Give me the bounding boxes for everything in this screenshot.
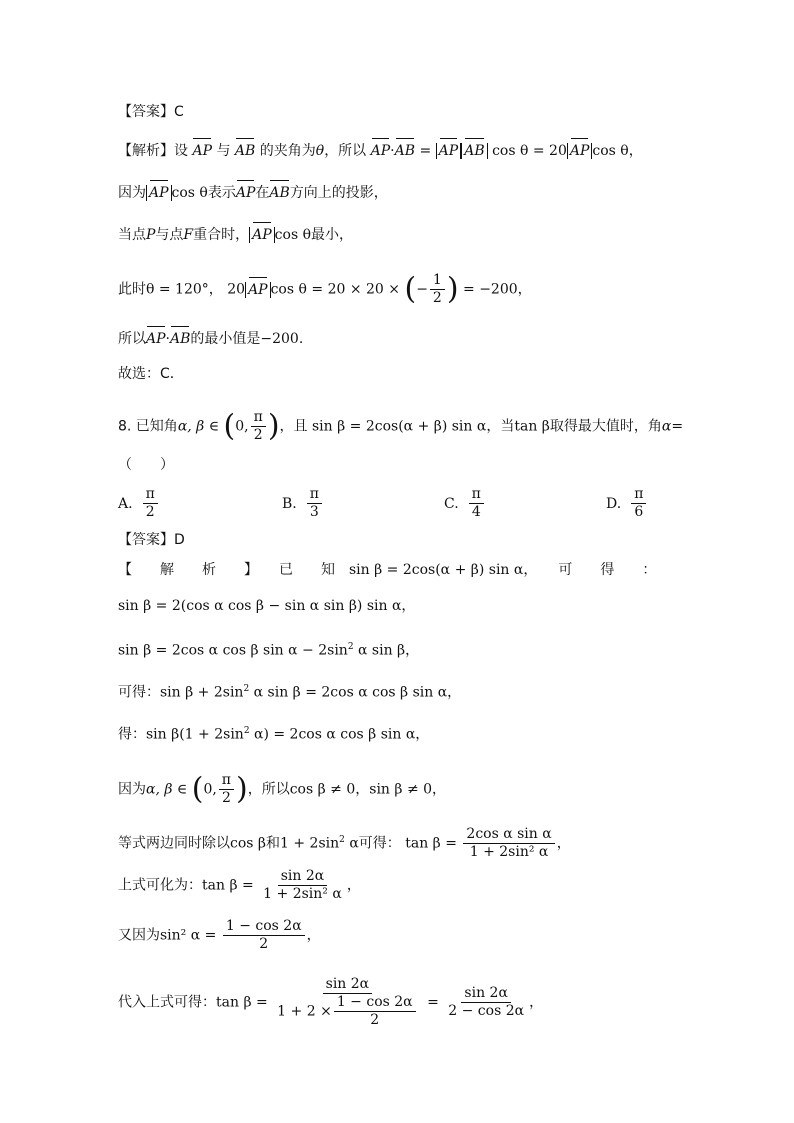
analysis-line-2: 因为 AP cos θ表示AP在AB方向上的投影， [118,180,388,203]
choice-line: 故选：C． [118,366,184,382]
analysis-line-1: 【解析】设 AP 与 AB 的夹角为θ，所以 AP·AB = AP AB cos θ = 20 AP cos θ， [118,138,643,161]
analysis-line-4: 此时θ = 120°， 20 AP cos θ = 20 × 20 × (− $\frac{1}{2}$ ) = −200， [118,271,532,307]
analysis-line-5: 所以AP·AB的最小值是−200. [118,326,303,349]
option-a[interactable]: A. $\frac{\pi}{2}$ [118,486,160,521]
step-6: 等式两边同时除以cos β和$1 + 2\sin^2$ α可得： tan β = $\frac{\text{2cos α sin α}}{\text{1 + 2sin² α}}$ ， [118,826,571,860]
step-5: 因为α, β ∈ (0, $\frac{\pi}{2}$ )，所以cos β ≠ 0，sin β ≠ 0， [118,771,447,807]
step-1: sin β = 2(cos α cos β − sin α sin β) sin α， [118,598,416,614]
question-8: 8. 已知角α, β ∈ (0, $\frac{\pi}{2}$ )，且 sin β = 2cos(α + β) sin α，当tan β取得最大值时，角α= [118,408,684,444]
abs-ab: AB [461,143,487,159]
step-3: 可得：$\sin \beta + 2\sin^2$ α sin β = 2cos α cos β sin α， [118,684,462,701]
fraction-half: $\frac{1}{2}$ [430,272,445,307]
answer-2: 【答案】D [118,532,185,548]
analysis-2-line-1: 【 解 析 】 已 知 sin β = 2cos(α + β) sin α， 可 得 ： [118,562,657,578]
step-8: 又因为sin² α = $\frac{1 - \cos 2\alpha}{2}$ ， [118,918,321,952]
analysis-label: 【解析】 [118,143,174,159]
vector-ab: AB [395,138,415,161]
option-d[interactable]: D. $\frac{\pi}{6}$ [606,486,648,521]
question-8-paren: （ ） [118,457,174,473]
step-7: 上式可化为：tan β = $\frac{\sin 2\alpha}{\text{1 + 2sin² α}}$ ， [118,868,361,902]
abs-ap: AP [436,143,462,159]
step-9: 代入上式可得：tan β = sin 2α 1 + 2 × $\frac{1 - \cos 2\alpha}{2}$ = $\frac{\sin 2\alpha}{2 - \cos 2\alpha}$ ， [118,976,544,1028]
analysis-line-3: 当点P与点F重合时， AP cos θ最小， [118,222,353,245]
step-4: 得：$\sin \beta(1 + 2\sin^2$ α) = 2cos α cos β sin α， [118,726,430,743]
option-b[interactable]: B. $\frac{\pi}{3}$ [282,486,324,521]
option-c[interactable]: C. $\frac{\pi}{4}$ [444,486,486,521]
answer-1: 【答案】C [118,104,184,120]
step-2: sin β = 2cos α cos β $\sin \alpha - 2\sin^2$ α sin β， [118,642,420,659]
vector-ab: AB [235,138,255,161]
vector-ap: AP [371,138,391,161]
vector-ap: AP [192,138,212,161]
